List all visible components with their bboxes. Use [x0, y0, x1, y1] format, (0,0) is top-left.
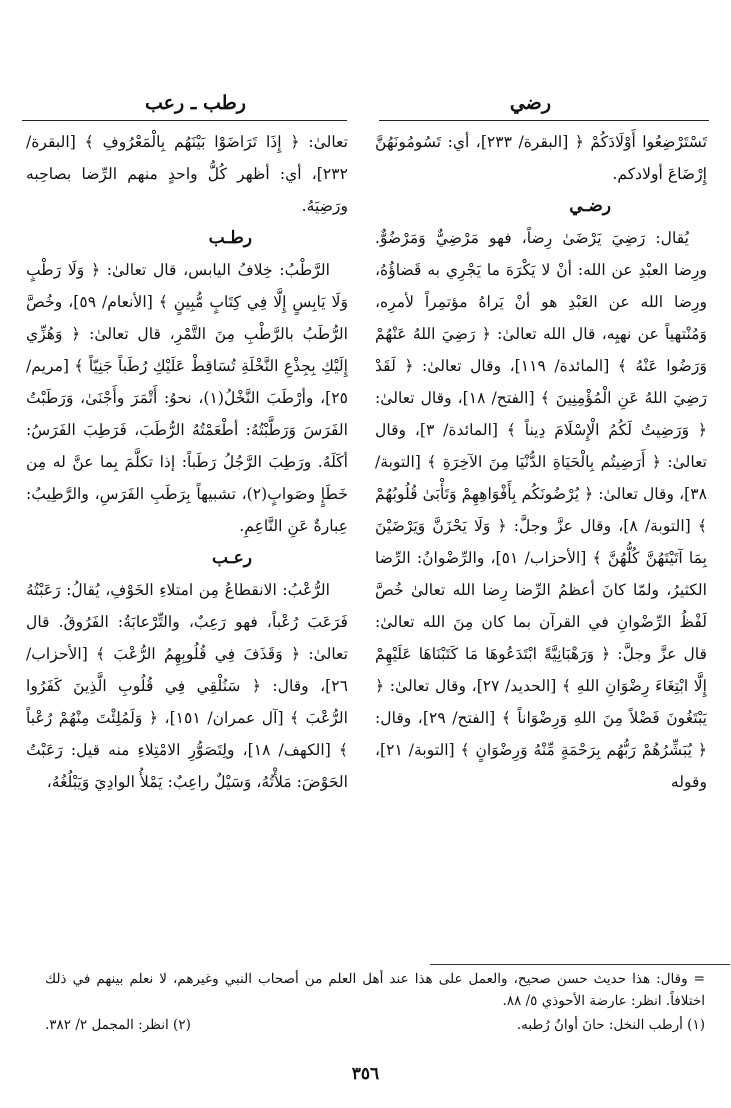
- header-rule-left: [22, 120, 347, 121]
- entry-heading-rueb: رعـب: [211, 548, 252, 568]
- footnote-2: (٢) انظر: المجمل ٢/ ٣٨٢.: [45, 1017, 191, 1033]
- footnote-1: (١) أرطب النخل: حانَ أوانُ رُطبه.: [516, 1017, 705, 1033]
- paragraph-radi: يُقال: رَضِيَ يَرْضَىٰ رِضاً، فهو مَرْضِيٌّ وَمَرْضُوٌّ. ورِضا العبْدِ عن الله: أنْ لا يَكْرَهَ ما يَجْرِي به قَضاؤُهُ، ورِضا الله عن العَبْدِ هو أنْ يَراهُ مؤتمِراً لأمرِه، وَمُنْتهياً عن نهيِه، قال الله تعالىٰ: ﴿ رَضِيَ اللهُ عَنْهُمْ وَرَضُوا عَنْهُ ﴾ [المائدة/ ١١٩]، وقال تعالىٰ: ﴿ لَقَدْ رَضِيَ اللهُ عَنِ الْمُؤْمِنِينَ ﴾ [الفتح/ ١٨]، وقال تعالىٰ: ﴿ وَرَضِيتُ لَكُمُ الْإِسْلَامَ دِيناً ﴾ [المائدة/ ٣]، وقال تعالىٰ: ﴿ أَرَضِيتُم بِالْحَيَاةِ الدُّنْيَا مِنَ الآخِرَةِ ﴾ [التوبة/ ٣٨]، وقال تعالىٰ: ﴿ يُرْضُونَكُم بِأَفْوَاهِهِمْ وَتَأْبَىٰ قُلُوبُهُمْ ﴾ [التوبة/ ٨]، وقال عزَّ وجلَّ: ﴿ وَلَا يَحْزَنَّ وَيَرْضَيْنَ بِمَا آتَيْتَهُنَّ كُلُّهُنَّ ﴾ [الأحزاب/ ٥١]، والرِّضْوانُ: الرِّضا الكثيرُ، ولمّا كانَ أعظمُ الرِّضا رِضا الله تعالىٰ خُصَّ لَفْظُ الرِّضْوانِ في القرآن بما كان مِنَ الله تعالىٰ: قال عزَّ وجلَّ: ﴿ وَرَهْبَانِيَّةً ابْتَدَعُوهَا مَا كَتَبْنَاهَا عَلَيْهِمْ إِلَّا ابْتِغَاءَ رِضْوَانِ اللهِ ﴾ [الحديد/ ٢٧]، وقال تعالىٰ: ﴿ يَبْتَغُونَ فَضْلاً مِنَ اللهِ وَرِضْوَاناً ﴾ [الفتح/ ٢٩]، وقال: ﴿ يُبَشِّرُهُمْ رَبُّهُم بِرَحْمَةٍ مِّنْهُ وَرِضْوَانٍ ﴾ [التوبة/ ٢١]، وقوله: [375, 229, 707, 791]
- running-head-right: رضي: [509, 92, 551, 114]
- footnote-separator: [430, 964, 730, 965]
- paragraph-ratb: الرَّطْبُ: خِلافُ اليابس، قال تعالىٰ: ﴿ وَلَا رَطْبٍ وَلَا يَابِسٍ إِلَّا فِي كِتَابٍ مُّبِينٍ ﴾ [الأنعام/ ٥٩]، وخُصَّ الرُّطَبُ بالرَّطْبِ مِنَ التَّمْرِ، قال تعالىٰ: ﴿ وَهُزِّي إِلَيْكِ بِجِذْعِ النَّخْلَةِ تُسَاقِطْ عَلَيْكِ رُطَباً جَنِيّاً ﴾ [مريم/ ٢٥]، وأرْطَبَ النَّخْلُ(١)، نحوُ: أَتْمَرَ وأَجْنَىٰ، وَرَطَبْتُ الفَرَسَ وَرَطَّبْتُهُ: أطْعَمْتُهُ الرُّطَبَ، فَرَطِبَ الفَرَسُ: أكَلَهُ. ورَطِبَ الرَّجُلُ رَطَباً: إذا تكلَّمَ بِما عنَّ له مِن خَطَإٍ وصَوابٍ(٢)، تشبيهاً بِرَطَبِ الفَرَسِ، والرَّطِيبُ: عِبارةٌ عَنِ النَّاعِمِ.: [26, 261, 348, 535]
- footnote-continuation: = وقال: هذا حديث حسن صحيح، والعمل على هذا عند أهل العلم من أصحاب النبي وغيرهم، لا نعلم بينهم في ذلك اختلافاً. انظر: عارضة الأحوذي ٥/ ٨٨.: [45, 971, 705, 1009]
- entry-heading-radi: رضـي: [569, 196, 611, 216]
- paragraph-radaa-continuation: تَسْتَرْضِعُوا أَوْلَادَكُمْ ﴿ [البقرة/ ٢٣٣]، أي: تَسُومُونَهُنَّ إِرْضَاعَ أولادكم.: [375, 133, 707, 183]
- left-column: [26, 126, 348, 961]
- footnotes: [45, 968, 705, 1036]
- paragraph-rueb: الرُّعْبُ: الانقطاعُ مِن امتلاءِ الخَوْفِ، يُقالُ: رَعَبْتُهُ فَرَعَبَ رُعْباً، فهو رَعِبٌ، والتِّرْعابَةُ: الفَرُوقُ. قال تعالىٰ: ﴿ وَقَذَفَ فِي قُلُوبِهِمُ الرُّعْبَ ﴾ [الأحزاب/ ٢٦]، وقال: ﴿ سَنُلْقِي فِي قُلُوبِ الَّذِينَ كَفَرُوا الرُّعْبَ ﴾ [آل عمران/ ١٥١]، ﴿ وَلَمُلِئْتَ مِنْهُمْ رُعْباً ﴾ [الكهف/ ١٨]، ولِتَصَوُّرِ الامْتِلاءِ منه قيل: رَعَبْتُ الحَوْضَ: مَلأْتُهُ، وَسَيْلٌ راعِبٌ: يَمْلأُ الوادِيَ وَيَبْلُغُهُ،: [26, 581, 348, 791]
- right-column: [375, 126, 707, 961]
- paragraph-radi-continuation: تعالىٰ: ﴿ إِذَا تَرَاضَوْا بَيْنَهُم بِالْمَعْرُوفِ ﴾ [البقرة/ ٢٣٢]، أي: أظهر كُلُّ واحدٍ منهم الرِّضا بصاحِبه ورَضِيَهُ.: [26, 133, 348, 215]
- header-rule-right: [379, 120, 709, 121]
- footnote-row: [45, 1014, 705, 1036]
- entry-heading-ratb: رطـب: [208, 228, 252, 248]
- page-number: ٣٥٦: [351, 1064, 380, 1084]
- running-head-left: رطب ـ رعب: [145, 92, 246, 114]
